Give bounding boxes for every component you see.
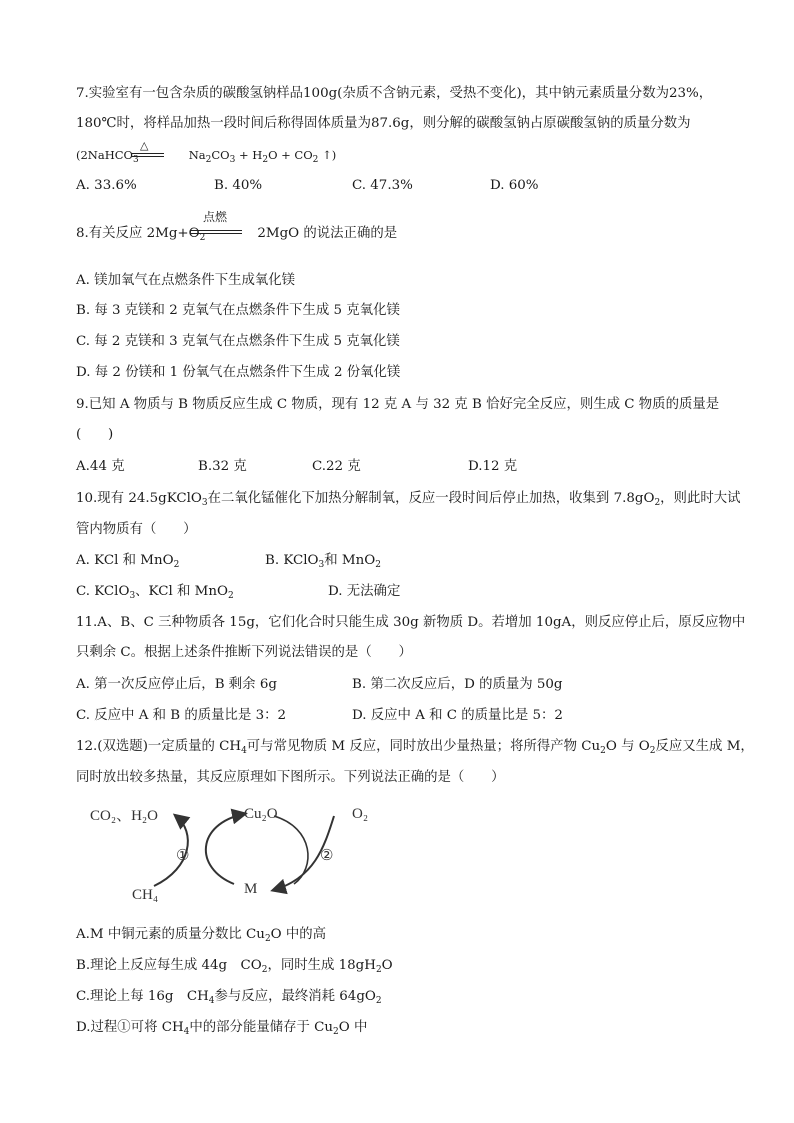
q7-option-a: A. 33.6%	[76, 178, 137, 193]
q7-option-d: D. 60%	[490, 178, 539, 193]
q9-option-c: C.22 克	[312, 459, 361, 474]
q8-option-c: C. 每 2 克镁和 3 克氧气在点燃条件下生成 5 克氧化镁	[76, 334, 400, 349]
arrow-cu2o-to-m	[274, 816, 308, 884]
q12-option-d: D.过程①可将 $CH_4$中的部分能量储存于 $Cu_2O$ 中	[76, 1020, 368, 1037]
q11-option-c: C. 反应中 A 和 B 的质量比是 3：2	[76, 708, 287, 723]
q11-stem-line2: 只剩余 C。根据上述条件推断下列说法错误的是（ ）	[76, 645, 412, 660]
q12-option-a: A.M 中铜元素的质量分数比 $Cu_2O$ 中的高	[76, 927, 327, 944]
label-m: M	[244, 881, 258, 897]
label-cu2o: Cu₂O	[244, 806, 278, 822]
equation-arrow-line	[132, 156, 164, 157]
q9-stem-line2: ( )	[76, 427, 114, 442]
step-1-marker: ①	[176, 848, 190, 864]
q11-stem-line1: 11.A、B、C 三种物质各 15g，它们化合时只能生成 30g 新物质 D。若增加 10gA，则反应停止后，原反应物中	[76, 615, 746, 630]
q10-stem-line2: 管内物质有（ ）	[76, 522, 197, 537]
q7-stem-line1: 7.实验室有一包含杂质的碳酸氢钠样品100g(杂质不含钠元素，受热不变化)，其中钠元素质量分数为23%，	[76, 86, 713, 101]
q8-option-d: D. 每 2 份镁和 1 份氧气在点燃条件下生成 2 份氧化镁	[76, 365, 401, 380]
equation-line	[190, 230, 242, 231]
q10-option-a: A. KCl 和 MnO$_2$	[76, 553, 180, 570]
q8-option-b: B. 每 3 克镁和 2 克氧气在点燃条件下生成 5 克氧化镁	[76, 303, 400, 318]
q11-option-a: A. 第一次反应停止后，B 剩余 6g	[76, 677, 277, 692]
equation-arrow-line	[132, 153, 164, 154]
q12-option-b: B.理论上反应每生成 44g $CO_2$，同时生成 $18gH_2O$	[76, 958, 393, 975]
q10-option-c: C. KClO$_3$、KCl 和 MnO$_2$	[76, 584, 234, 601]
q10-option-b: B. KClO$_3$和 MnO$_2$	[265, 553, 381, 570]
q7-equation: (2NaHCO$_3$ $Na_2CO_3 + H_2O + CO_2$ ↑)	[76, 148, 337, 165]
q10-stem-line1: 10.现有 24.5gKClO$_3$在二氧化锰催化下加热分解制氧，反应一段时间后停止加热，收集到 $7.8gO_2$，则此时大试	[76, 491, 741, 508]
q8-stem: 8.有关反应 $2Mg+O_2$ 2MgO 的说法正确的是	[76, 226, 398, 243]
q7-stem-line2: 180℃时，将样品加热一段时间后称得固体质量为87.6g，则分解的碳酸氢钠占原碳酸氢钠的质量分数为	[76, 116, 691, 131]
arrow-m-to-cu2o	[206, 814, 244, 884]
q9-option-d: D.12 克	[468, 459, 518, 474]
q12-stem-line1: 12.(双选题)一定质量的 $CH_4$可与常见物质 M 反应，同时放出少量热量；将所得产物 $Cu_2O$ 与 $O_2$反应又生成 M，	[76, 739, 754, 756]
ignite-condition: 点燃	[203, 210, 228, 224]
q9-option-b: B.32 克	[198, 459, 247, 474]
reaction-cycle-diagram	[84, 798, 384, 906]
heat-condition-symbol: △	[140, 139, 149, 152]
q7-option-b: B. 40%	[214, 178, 263, 193]
equation-line	[190, 233, 242, 234]
q9-option-a: A.44 克	[76, 459, 125, 474]
label-ch4: CH₄	[132, 887, 159, 903]
q7-option-c: C. 47.3%	[352, 178, 413, 193]
q9-stem-line1: 9.已知 A 物质与 B 物质反应生成 C 物质，现有 12 克 A 与 32 克 B 恰好完全反应，则生成 C 物质的质量是	[76, 397, 720, 412]
label-o2: O₂	[352, 806, 369, 822]
step-2-marker: ②	[320, 848, 334, 864]
q12-option-c: C.理论上每 16g $CH_4$参与反应，最终消耗 $64gO_2$	[76, 989, 382, 1006]
q8-option-a: A. 镁加氧气在点燃条件下生成氧化镁	[76, 273, 296, 288]
label-co2-h2o: CO₂、H₂O	[90, 808, 158, 824]
q11-option-d: D. 反应中 A 和 C 的质量比是 5：2	[352, 708, 563, 723]
q11-option-b: B. 第二次反应后，D 的质量为 50g	[352, 677, 563, 692]
q10-option-d: D. 无法确定	[328, 584, 401, 599]
q12-stem-line2: 同时放出较多热量，其反应原理如下图所示。下列说法正确的是（ ）	[76, 770, 505, 785]
